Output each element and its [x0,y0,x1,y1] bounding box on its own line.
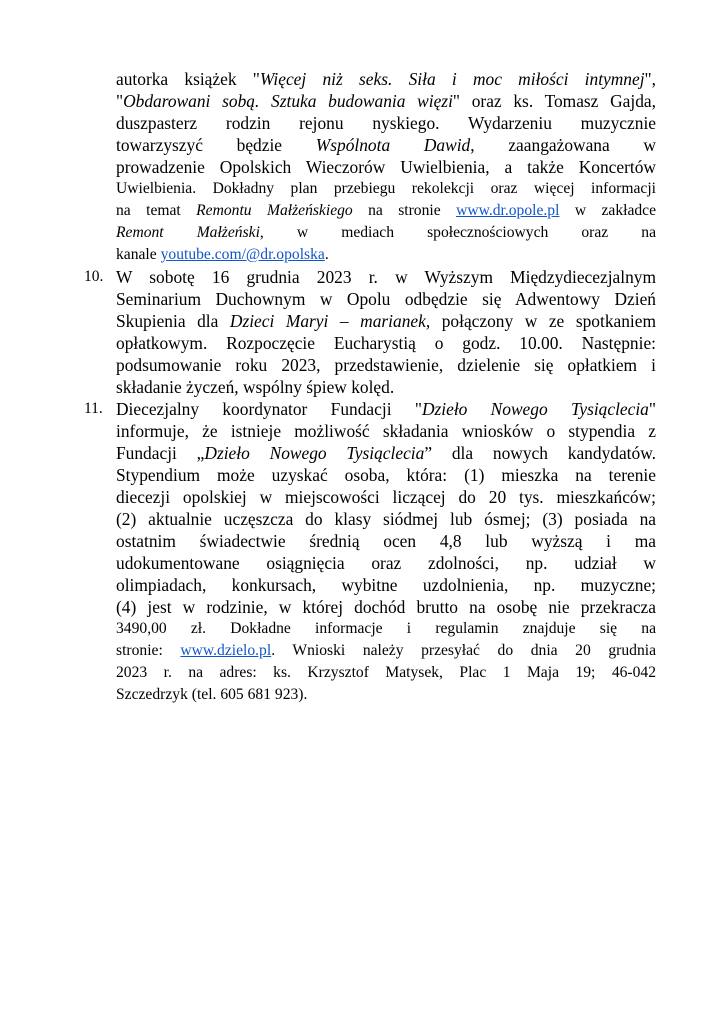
group-name: Wspólnota Dawid [315,135,471,155]
item-9-continuation [116,68,656,266]
text-line: kanale youtube.com/@dr.opolska. [116,246,329,263]
website-link[interactable]: www.dr.opole.pl [456,202,560,219]
text-line: Uwielbienia. Dokładny plan przebiegu rekolekcji oraz więcej informacji [116,180,656,197]
text-line: towarzyszyć będzie Wspólnota Dawid, zaangażowana w [116,135,656,155]
text-line: na temat Remontu Małżeńskiego na stronie www.dr.opole.pl w zakładce [116,202,657,219]
text-line: (2) aktualnie uczęszcza do klasy siódmej lub ósmej; (3) posiada na [116,509,656,529]
book-title: Więcej niż seks. Siła i moc miłości intymnej [259,69,645,89]
text-line: Remont Małżeński, w mediach społecznościowych oraz na [116,224,656,241]
text-line: opłatkowym. Rozpoczęcie Eucharystią o godz. 10.00. Następnie: [116,333,656,353]
text-line: informuje, że istnieje możliwość składania wniosków o stypendia z [116,421,656,441]
group-name: Dzieci Maryi – marianek, [229,311,431,331]
book-title: Obdarowani sobą. Sztuka budowania więzi [123,91,453,111]
text-line: udokumentowane osiągnięcia oraz zdolności, np. udział w [116,553,656,573]
item-number: 11. [84,400,103,417]
text-line: ostatnim świadectwie średnią ocen 4,8 lub wyższą i ma [116,531,656,551]
text-line: Seminarium Duchownym w Opolu odbędzie się Adwentowy Dzień [116,289,656,309]
text-line: autorka książek "Więcej niż seks. Siła i moc miłości intymnej", [116,69,656,89]
text-line: Diecezjalny koordynator Fundacji "Dzieło Nowego Tysiąclecia" [116,399,656,419]
tab-name: Remont Małżeński [116,224,260,241]
text-line: (4) jest w rodzinie, w której dochód brutto na osobę nie przekracza [116,597,656,617]
text-line: 2023 r. na adres: ks. Krzysztof Matysek, Plac 1 Maja 19; 46-042 [116,664,656,681]
item-11 [116,398,656,706]
text-line: prowadzenie Opolskich Wieczorów Uwielbienia, a także Koncertów [116,157,656,177]
text-line: 3490,00 zł. Dokładne informacje i regulamin znajduje się na [116,620,656,637]
text-line: olimpiadach, konkursach, wybitne uzdolnienia, np. muzyczne; [116,575,656,595]
text-line: W sobotę 16 grudnia 2023 r. w Wyższym Międzydiecezjalnym [116,267,656,287]
item-number: 10. [84,268,104,285]
text-line: stronie: www.dzielo.pl. Wnioski należy przesyłać do dnia 20 grudnia [116,642,656,659]
text-line: Skupienia dla Dzieci Maryi – marianek, połączony w ze spotkaniem [116,311,657,331]
text-line: "Obdarowani sobą. Sztuka budowania więzi" oraz ks. Tomasz Gajda, [116,91,656,111]
text-line: Szczedrzyk (tel. 605 681 923). [116,686,308,703]
text-line: diecezji opolskiej w miejscowości liczącej do 20 tys. mieszkańców; [116,487,656,507]
text-line: duszpasterz rodzin rejonu nyskiego. Wydarzeniu muzycznie [116,113,656,133]
text-line: Stypendium może uzyskać osoba, która: (1) mieszka na terenie [116,465,656,485]
website-link[interactable]: www.dzielo.pl [180,642,272,659]
foundation-name: Dzieło Nowego Tysiąclecia [421,399,649,419]
foundation-name: Dzieło Nowego Tysiąclecia [204,443,425,463]
text-line: podsumowanie roku 2023, przedstawienie, dzielenie się opłatkiem i [116,355,656,375]
event-name: Remontu Małżeńskiego [196,202,353,219]
text-line: składanie życzeń, wspólny śpiew kolęd. [116,377,395,397]
text-line: Fundacji „Dzieło Nowego Tysiąclecia” dla nowych kandydatów. [116,443,656,463]
youtube-link[interactable]: youtube.com/@dr.opolska [160,246,325,263]
item-10 [116,266,656,398]
